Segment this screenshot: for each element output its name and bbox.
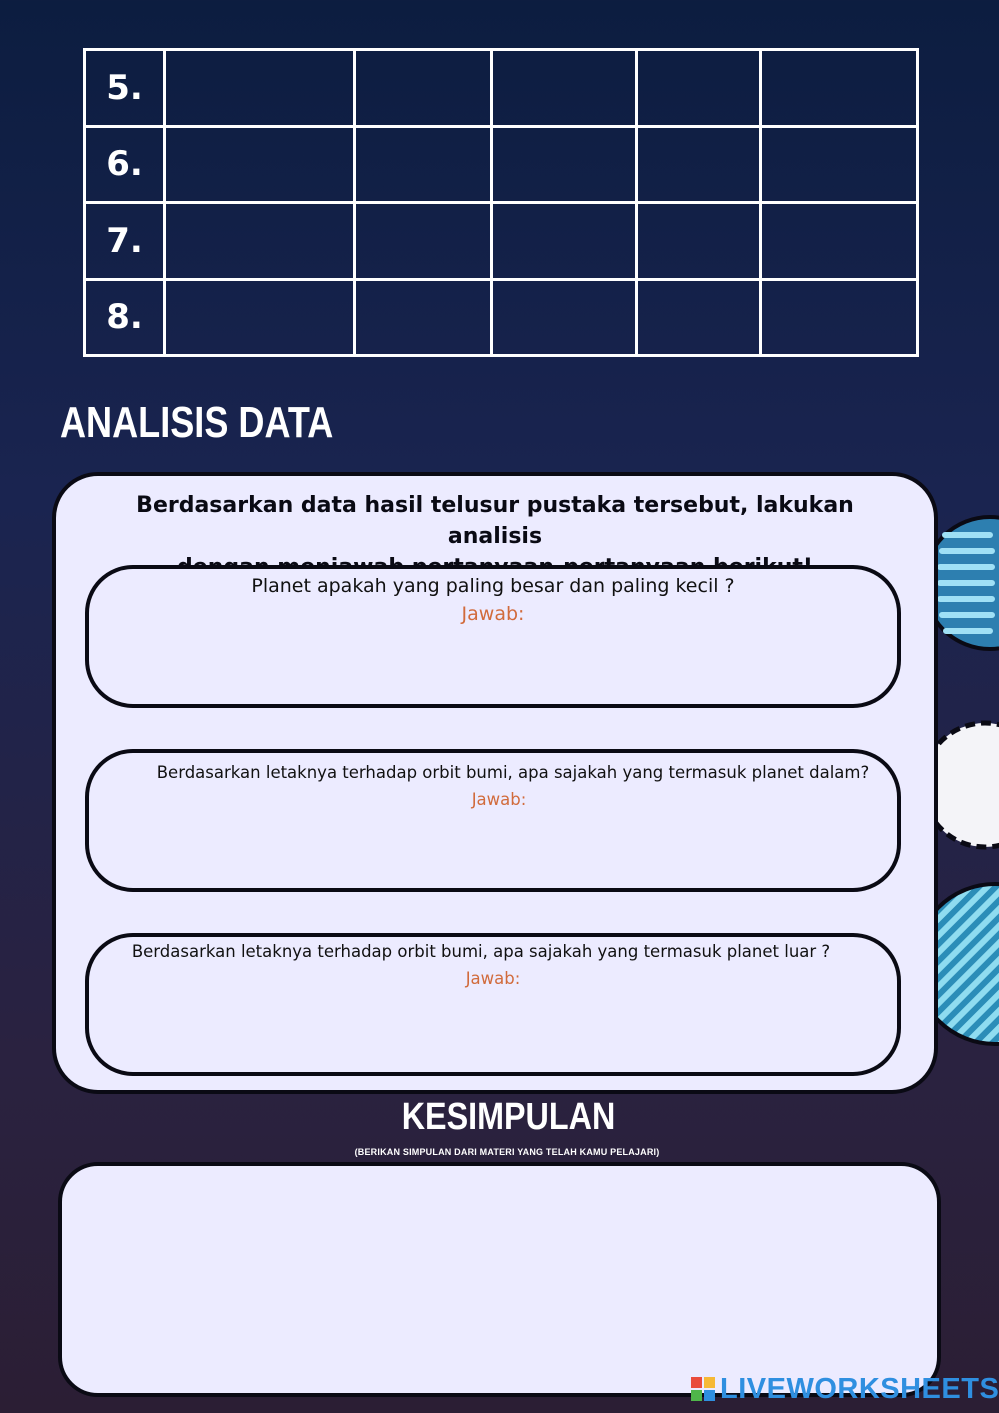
cell-input[interactable]	[167, 282, 352, 354]
section-subtitle-kesimpulan: (BERIKAN SIMPULAN DARI MATERI YANG TELAH KAMU PELAJARI)	[354, 1147, 660, 1157]
cell-input[interactable]	[763, 52, 915, 124]
cell-input[interactable]	[167, 52, 352, 124]
table-cell[interactable]	[492, 126, 637, 203]
cell-input[interactable]	[167, 205, 352, 277]
analisis-panel	[52, 472, 938, 1094]
table-cell[interactable]	[355, 203, 492, 280]
answer-input-2[interactable]	[129, 820, 857, 870]
cell-input[interactable]	[167, 129, 352, 201]
table-cell[interactable]	[761, 279, 918, 356]
question-text: Planet apakah yang paling besar dan paling kecil ?	[251, 575, 735, 597]
cell-input[interactable]	[494, 52, 634, 124]
table-cell[interactable]	[637, 126, 761, 203]
cell-input[interactable]	[639, 52, 758, 124]
table-cell[interactable]	[761, 126, 918, 203]
liveworksheets-logo-icon	[690, 1376, 716, 1402]
question-box-1	[85, 565, 901, 708]
table-row	[85, 126, 918, 203]
kesimpulan-textarea[interactable]	[86, 1186, 913, 1373]
instruction-line: Berdasarkan data hasil telusur pustaka tersebut, lakukan analisis	[136, 493, 854, 549]
cell-input[interactable]	[357, 52, 489, 124]
table-cell[interactable]	[355, 279, 492, 356]
cell-input[interactable]	[763, 129, 915, 201]
table-cell[interactable]	[637, 279, 761, 356]
table-row	[85, 279, 918, 356]
cell-input[interactable]	[357, 282, 489, 354]
answer-input-3[interactable]	[129, 1004, 857, 1054]
cell-input[interactable]	[494, 129, 634, 201]
table-cell[interactable]	[637, 203, 761, 280]
table-cell[interactable]	[165, 203, 355, 280]
answer-label: Jawab:	[465, 969, 521, 988]
table-cell[interactable]	[165, 50, 355, 127]
table-cell[interactable]	[355, 50, 492, 127]
data-table	[83, 48, 919, 357]
cell-input[interactable]	[494, 205, 634, 277]
table-cell[interactable]	[165, 126, 355, 203]
table-cell[interactable]	[355, 126, 492, 203]
table-cell[interactable]	[492, 203, 637, 280]
cell-input[interactable]	[357, 129, 489, 201]
cell-input[interactable]	[639, 129, 758, 201]
cell-input[interactable]	[639, 205, 758, 277]
row-number: 8.	[85, 279, 165, 356]
answer-input-1[interactable]	[129, 636, 857, 686]
row-number: 6.	[85, 126, 165, 203]
liveworksheets-watermark	[690, 1374, 999, 1404]
table-cell[interactable]	[637, 50, 761, 127]
table-cell[interactable]	[492, 50, 637, 127]
cell-input[interactable]	[357, 205, 489, 277]
table-row	[85, 203, 918, 280]
cell-input[interactable]	[639, 282, 758, 354]
question-text: Berdasarkan letaknya terhadap orbit bumi, apa sajakah yang termasuk planet dalam?	[156, 763, 870, 782]
kesimpulan-box	[58, 1162, 941, 1397]
section-title-analisis: ANALISIS DATA	[60, 398, 334, 447]
row-number: 5.	[85, 50, 165, 127]
cell-input[interactable]	[763, 205, 915, 277]
answer-label: Jawab:	[461, 603, 525, 625]
question-box-2	[85, 749, 901, 892]
table-cell[interactable]	[165, 279, 355, 356]
watermark-text: LIVEWORKSHEETS	[720, 1373, 999, 1405]
cell-input[interactable]	[763, 282, 915, 354]
section-title-kesimpulan: KESIMPULAN	[401, 1096, 616, 1138]
cell-input[interactable]	[494, 282, 634, 354]
question-text: Berdasarkan letaknya terhadap orbit bumi, apa sajakah yang termasuk planet luar ?	[131, 942, 831, 961]
question-box-3	[85, 933, 901, 1076]
row-number: 7.	[85, 203, 165, 280]
table-cell[interactable]	[761, 50, 918, 127]
table-cell[interactable]	[761, 203, 918, 280]
table-cell[interactable]	[492, 279, 637, 356]
answer-label: Jawab:	[471, 790, 527, 809]
table-row	[85, 50, 918, 127]
